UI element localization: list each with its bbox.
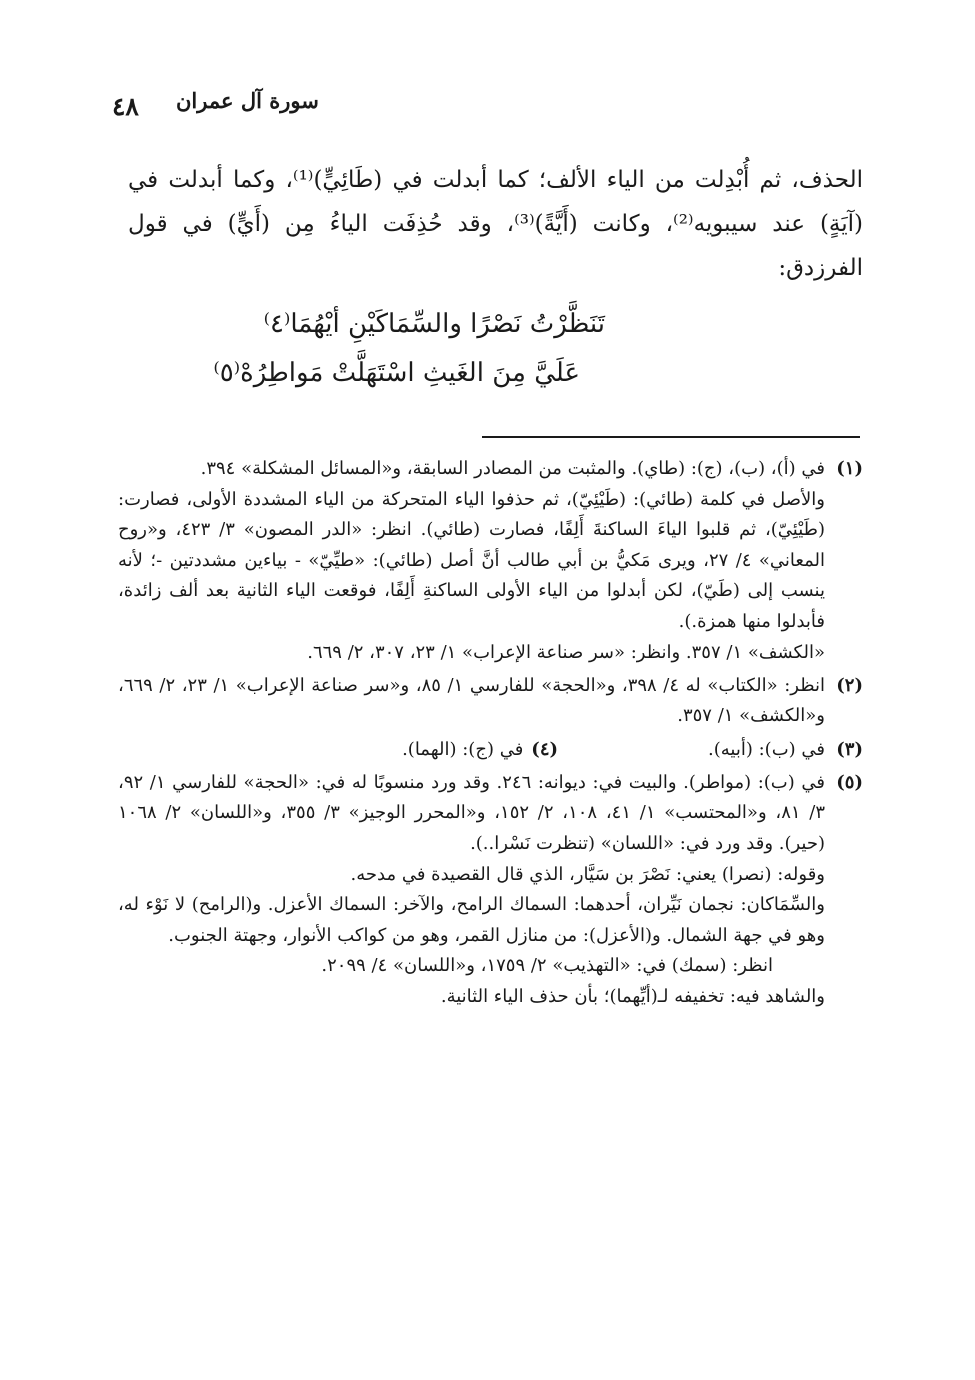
footnote-text: والأصل في كلمة (طائي): (طَيْئِيّ)، ثم حذفوا الياء المتحركة من الياء المشددة الأولى، فصارت: (طَيْئِيّ)، ثم قلبوا الياءَ الساكنةَ أَلِفًا، فصارت (طائي). انظر: «الدر المصون» ٣/ ٤٢٣، و«روح المعاني» ٤/ ٢٧، ويرى مَكيُّ بن أبي طالب أنَّ أصل (طائي): «طيِّيّ» - بياءين مشددتين -؛ لأنه ينسب إلى (طَيّ)، لكن أبدلوا من الياء الأولى الساكنةِ أَلِفًا، فوقعت الياء الثانية بعد ألف زائدة، فأبدلوا منها همزة.).: [118, 488, 825, 632]
page-header: [0, 84, 975, 128]
poem-verse-second-hemistich: عَلَيَّ مِنَ الغَيثِ اسْتَهَلَّتْ مَواطِرُهْ⁽٥⁾: [213, 358, 580, 388]
footnote-text: في (ب): (مواطر). والبيت في: ديوانه: ٢٤٦. وقد ورد منسوبًا له في: «الحجة» للفارسي ١/ ٩٢، ٣/ ٨١، و«المحتسب» ١/ ٤١، ١٠٨، ٢/ ١٥٢، و«المحرر الوجيز» ٣/ ٣٥٥، و«اللسان» ٢/ ١٠٦٨ (حير). وقد ورد في: «اللسان» (تنظرت نَسْرا..).: [118, 771, 826, 854]
footnote-4: [402, 735, 558, 766]
footnote-row: [118, 735, 825, 766]
page-number: ٤٨: [112, 92, 139, 121]
main-text: [128, 158, 863, 290]
footnote-text: والسِّمَاكان: نجمان نَيِّران، أحدهما: السماك الرامح، والآخر: السماك الأعزل. و(الرامح) لا نَوْء له، وهو في جهة الشمال. و(الأعزل): من منازل القمر، وهو من كواكب الأنوار، وجهتة الجنوب.: [118, 894, 825, 946]
footnote-text: في (أ)، (ب)، (ج): (طاي). والمثبت من المصادر السابقة، و«المسائل المشكلة» ٣٩٤.: [200, 458, 825, 479]
footnote-number: (٥): [836, 771, 863, 793]
footnote-text: انظر: (سمك) في: «التهذيب» ٢/ ١٧٥٩، و«اللسان» ٤/ ٢٠٩٩.: [321, 955, 773, 977]
footnote-text: والشاهد فيه: تخفيفه لـ(أيِّهما)؛ بأن حذف الياء الثانية.: [440, 985, 825, 1007]
running-title: سورة آل عمران: [176, 88, 319, 113]
footnote-text: «الكشف» ١/ ٣٥٧. وانظر: «سر صناعة الإعراب» ١/ ٢٣، ٣٠٧، ٢/ ٦٦٩.: [307, 641, 825, 663]
footnote-text: انظر: «الكتاب» له ٤/ ٣٩٨، و«الحجة» للفارسي ١/ ٨٥، و«سر صناعة الإعراب» ١/ ٢٣، ٢/ ٦٦٩، و«الكشف» ١/ ٣٥٧.: [118, 674, 825, 727]
footnote-3-text: في (ب): (أبيه).: [708, 738, 825, 760]
footnote-3-4-row: [118, 735, 863, 766]
poem-verse-first-hemistich: تَنَظَّرْتُ نَصْرًا والسِّمَاكَيْنِ أيْهُمَا⁽٤⁾: [263, 309, 605, 339]
footnote-5: [118, 768, 863, 1013]
footnote-number: (٤): [531, 738, 559, 760]
footnote-text: وقوله: (نصرا) يعني: نَصْرَ بن سَيَّار، الذي قال القصيدة في مدحه.: [350, 863, 825, 885]
footnote-1: [118, 454, 863, 668]
footnote-separator: [482, 436, 860, 438]
footnote-number: (٣): [836, 738, 863, 760]
footnote-number: (٢): [836, 674, 863, 696]
footnote-4-text: في (ج): (الهما).: [402, 738, 524, 760]
footnotes: [118, 454, 863, 1015]
footnote-number: (١): [836, 458, 863, 479]
main-paragraph: الحذف، ثم أُبْدِلت من الياء الألف؛ كما أبدلت في (طَائِيٍّ)⁽¹⁾، وكما أبدلت في (آيَةٍ) عند سيبويه⁽²⁾، وكانت (أَيَّةً)⁽³⁾، وقد حُذِفَت الياءُ مِن (أَيٍّ) في قول الفرزدق:: [128, 167, 864, 281]
footnote-2: [118, 671, 863, 732]
